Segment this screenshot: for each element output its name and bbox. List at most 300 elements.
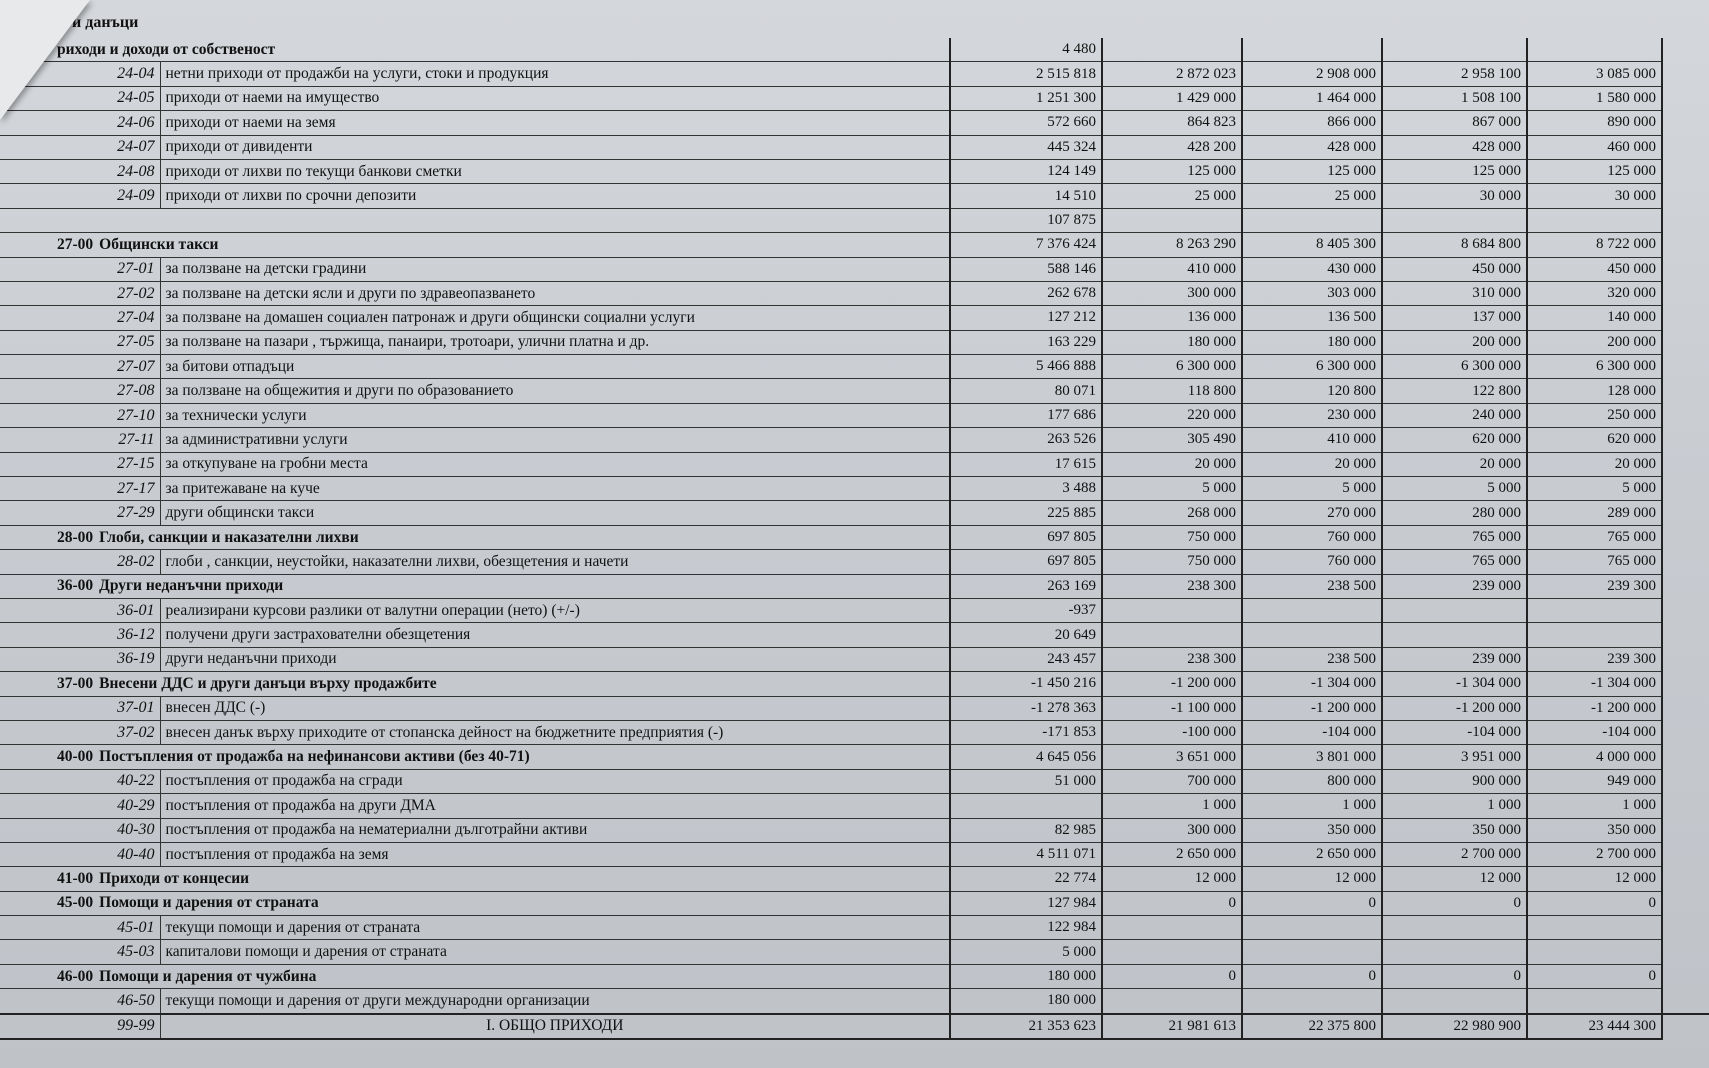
right-margin	[1662, 38, 1709, 62]
right-margin	[1662, 403, 1709, 427]
amount-cell: 765 000	[1382, 525, 1527, 549]
right-margin	[1662, 794, 1709, 818]
amount-cell: 238 500	[1242, 647, 1382, 671]
amount-cell: 270 000	[1242, 501, 1382, 525]
table-row	[0, 428, 1709, 452]
amount-cell: 2 908 000	[1242, 62, 1382, 86]
amount-cell: 21 353 623	[950, 1014, 1102, 1039]
amount-cell: 289 000	[1527, 501, 1662, 525]
item-code: 45-03	[52, 940, 160, 964]
right-margin	[1662, 745, 1709, 769]
right-margin	[1662, 964, 1709, 988]
item-label: за технически услуги	[160, 403, 950, 427]
item-label: внесен ДДС (-)	[160, 696, 950, 720]
amount-cell: 0	[1242, 964, 1382, 988]
right-margin	[1662, 623, 1709, 647]
amount-cell: 5 000	[950, 940, 1102, 964]
amount-cell: 238 500	[1242, 574, 1382, 598]
amount-cell: 125 000	[1242, 159, 1382, 183]
amount-cell: 697 805	[950, 550, 1102, 574]
amount-cell: 12 000	[1102, 867, 1242, 891]
item-label: за ползване на детски градини	[160, 257, 950, 281]
row-edge	[0, 379, 52, 403]
item-label: глоби , санкции, неустойки, наказателни лихви, обезщетения и начети	[160, 550, 950, 574]
amount-cell: 6 300 000	[1382, 355, 1527, 379]
group-label	[52, 233, 950, 257]
amount-cell: 5 000	[1242, 477, 1382, 501]
amount-cell: 22 774	[950, 867, 1102, 891]
page-fold	[0, 0, 90, 120]
item-code: 45-01	[52, 916, 160, 940]
amount-cell: 4 480	[950, 38, 1102, 62]
group-label	[52, 672, 950, 696]
amount-cell: 20 000	[1527, 452, 1662, 476]
item-label: приходи от наеми на земя	[160, 111, 950, 135]
item-code: 27-05	[52, 330, 160, 354]
amount-cell: 12 000	[1242, 867, 1382, 891]
table-row	[0, 794, 1709, 818]
amount-cell: 20 649	[950, 623, 1102, 647]
table-row	[0, 257, 1709, 281]
table-row	[0, 720, 1709, 744]
amount-cell: 25 000	[1102, 184, 1242, 208]
amount-cell: -1 304 000	[1527, 672, 1662, 696]
amount-cell: 7 376 424	[950, 233, 1102, 257]
item-code: 36-19	[52, 647, 160, 671]
amount-cell: 238 300	[1102, 647, 1242, 671]
amount-cell: 350 000	[1527, 818, 1662, 842]
amount-cell	[950, 794, 1102, 818]
amount-cell: 6 300 000	[1527, 355, 1662, 379]
amount-cell: 225 885	[950, 501, 1102, 525]
amount-cell	[1242, 623, 1382, 647]
amount-cell: 12 000	[1527, 867, 1662, 891]
amount-cell: 3 801 000	[1242, 745, 1382, 769]
item-code: 40-29	[52, 794, 160, 818]
row-edge	[0, 184, 52, 208]
table-row	[0, 452, 1709, 476]
right-margin	[1662, 330, 1709, 354]
amount-cell	[1242, 916, 1382, 940]
row-edge	[0, 916, 52, 940]
right-margin	[1662, 62, 1709, 86]
amount-cell: 800 000	[1242, 769, 1382, 793]
right-margin	[1662, 940, 1709, 964]
row-edge	[0, 501, 52, 525]
amount-cell: 303 000	[1242, 281, 1382, 305]
table-row	[0, 306, 1709, 330]
item-code: 27-11	[52, 428, 160, 452]
amount-cell: 280 000	[1382, 501, 1527, 525]
item-code: 40-22	[52, 769, 160, 793]
amount-cell: 239 300	[1527, 647, 1662, 671]
row-edge	[0, 233, 52, 257]
row-edge	[0, 672, 52, 696]
amount-cell: 2 872 023	[1102, 62, 1242, 86]
right-margin	[1662, 720, 1709, 744]
amount-cell: -1 278 363	[950, 696, 1102, 720]
right-margin	[1662, 111, 1709, 135]
group-row	[0, 891, 1709, 915]
amount-cell: 136 000	[1102, 306, 1242, 330]
amount-cell	[1382, 916, 1527, 940]
item-label: постъпления от продажба на земя	[160, 842, 950, 866]
row-edge	[0, 159, 52, 183]
right-margin	[1662, 842, 1709, 866]
amount-cell: 239 000	[1382, 574, 1527, 598]
item-label: за ползване на общежития и други по образованието	[160, 379, 950, 403]
table-row	[0, 403, 1709, 427]
item-code: 27-15	[52, 452, 160, 476]
amount-cell: 1 464 000	[1242, 86, 1382, 110]
amount-cell: 262 678	[950, 281, 1102, 305]
item-label: текущи помощи и дарения от страната	[160, 916, 950, 940]
amount-cell: 120 800	[1242, 379, 1382, 403]
amount-cell: -1 200 000	[1382, 696, 1527, 720]
row-edge	[0, 940, 52, 964]
amount-cell: 428 000	[1382, 135, 1527, 159]
group-row	[0, 525, 1709, 549]
amount-cell	[1382, 623, 1527, 647]
amount-cell: -1 200 000	[1527, 696, 1662, 720]
amount-cell: 243 457	[950, 647, 1102, 671]
item-label: за ползване на пазари , тържища, панаири, тротоари, улични платна и др.	[160, 330, 950, 354]
amount-cell: 268 000	[1102, 501, 1242, 525]
table-row	[0, 818, 1709, 842]
amount-cell: 250 000	[1527, 403, 1662, 427]
amount-cell	[1242, 38, 1382, 62]
amount-cell: 760 000	[1242, 525, 1382, 549]
right-margin	[1662, 989, 1709, 1014]
table-row	[0, 62, 1709, 86]
item-code: 37-01	[52, 696, 160, 720]
amount-cell: 127 212	[950, 306, 1102, 330]
amount-cell: 125 000	[1382, 159, 1527, 183]
row-edge	[0, 208, 52, 232]
amount-cell: 180 000	[1102, 330, 1242, 354]
amount-cell: 890 000	[1527, 111, 1662, 135]
amount-cell: 2 515 818	[950, 62, 1102, 86]
item-code: 24-04	[52, 62, 160, 86]
amount-cell: 140 000	[1527, 306, 1662, 330]
right-margin	[1662, 208, 1709, 232]
amount-cell: -104 000	[1527, 720, 1662, 744]
amount-cell: 760 000	[1242, 550, 1382, 574]
row-edge	[0, 452, 52, 476]
amount-cell	[1242, 940, 1382, 964]
row-edge	[0, 135, 52, 159]
amount-cell: 118 800	[1102, 379, 1242, 403]
group-title: риходи и доходи от собственост	[57, 40, 276, 58]
amount-cell	[1242, 989, 1382, 1014]
amount-cell: 80 071	[950, 379, 1102, 403]
item-label: постъпления от продажба на сгради	[160, 769, 950, 793]
amount-cell: 22 980 900	[1382, 1014, 1527, 1039]
amount-cell: -1 304 000	[1382, 672, 1527, 696]
group-label	[52, 574, 950, 598]
right-margin	[1662, 477, 1709, 501]
table-row	[0, 598, 1709, 622]
amount-cell: 4 511 071	[950, 842, 1102, 866]
table-row	[0, 111, 1709, 135]
row-edge	[0, 257, 52, 281]
amount-cell: 588 146	[950, 257, 1102, 281]
row-edge	[0, 623, 52, 647]
amount-cell: 4 645 056	[950, 745, 1102, 769]
row-edge	[0, 720, 52, 744]
amount-cell: 866 000	[1242, 111, 1382, 135]
amount-cell: -1 450 216	[950, 672, 1102, 696]
item-label: за административни услуги	[160, 428, 950, 452]
amount-cell: -104 000	[1382, 720, 1527, 744]
row-edge	[0, 574, 52, 598]
amount-cell: -1 304 000	[1242, 672, 1382, 696]
amount-cell: 22 375 800	[1242, 1014, 1382, 1039]
amount-cell: 122 800	[1382, 379, 1527, 403]
amount-cell	[1102, 38, 1242, 62]
amount-cell	[1102, 598, 1242, 622]
amount-cell: 867 000	[1382, 111, 1527, 135]
right-margin	[1662, 306, 1709, 330]
amount-cell	[1382, 38, 1527, 62]
right-margin	[1662, 281, 1709, 305]
amount-cell: 25 000	[1242, 184, 1382, 208]
amount-cell: 1 000	[1242, 794, 1382, 818]
amount-cell: 620 000	[1527, 428, 1662, 452]
amount-cell: 4 000 000	[1527, 745, 1662, 769]
amount-cell: 765 000	[1527, 525, 1662, 549]
amount-cell: 1 000	[1527, 794, 1662, 818]
item-code: 99-99	[52, 1014, 160, 1039]
right-margin	[1662, 867, 1709, 891]
amount-cell: -1 200 000	[1102, 672, 1242, 696]
right-margin	[1662, 501, 1709, 525]
amount-cell: 2 958 100	[1382, 62, 1527, 86]
table-row	[0, 135, 1709, 159]
table-row	[0, 696, 1709, 720]
right-margin	[1662, 916, 1709, 940]
group-code: 28-00	[57, 528, 94, 546]
row-edge	[0, 964, 52, 988]
table-row	[0, 989, 1709, 1014]
amount-cell: 8 263 290	[1102, 233, 1242, 257]
amount-cell: 125 000	[1527, 159, 1662, 183]
amount-cell: 1 508 100	[1382, 86, 1527, 110]
amount-cell: -104 000	[1242, 720, 1382, 744]
right-margin	[1662, 379, 1709, 403]
table-row	[0, 769, 1709, 793]
amount-cell	[1102, 940, 1242, 964]
table-row	[0, 623, 1709, 647]
amount-cell: 750 000	[1102, 550, 1242, 574]
table-row	[0, 184, 1709, 208]
row-edge	[0, 598, 52, 622]
right-margin	[1662, 184, 1709, 208]
amount-cell	[1382, 989, 1527, 1014]
group-label	[52, 208, 950, 232]
table-row	[0, 477, 1709, 501]
amount-cell: 230 000	[1242, 403, 1382, 427]
group-code: 27-00	[57, 235, 94, 253]
amount-cell: 350 000	[1382, 818, 1527, 842]
amount-cell: 240 000	[1382, 403, 1527, 427]
group-code: 36-00	[57, 577, 94, 595]
item-label: внесен данък върху приходите от стопанска дейност на бюджетните предприятия (-)	[160, 720, 950, 744]
group-label	[52, 891, 950, 915]
row-edge	[0, 696, 52, 720]
amount-cell: 0	[1102, 964, 1242, 988]
amount-cell: 430 000	[1242, 257, 1382, 281]
group-row	[0, 964, 1709, 988]
amount-cell: 750 000	[1102, 525, 1242, 549]
amount-cell: 14 510	[950, 184, 1102, 208]
item-label: постъпления от продажба на други ДМА	[160, 794, 950, 818]
amount-cell: 200 000	[1382, 330, 1527, 354]
amount-cell: 8 722 000	[1527, 233, 1662, 257]
row-edge	[0, 306, 52, 330]
item-code: 27-02	[52, 281, 160, 305]
amount-cell: 700 000	[1102, 769, 1242, 793]
item-label: нетни приходи от продажби на услуги, стоки и продукция	[160, 62, 950, 86]
amount-cell	[1382, 940, 1527, 964]
amount-cell: 8 684 800	[1382, 233, 1527, 257]
amount-cell: 238 300	[1102, 574, 1242, 598]
amount-cell	[1242, 598, 1382, 622]
right-margin	[1662, 598, 1709, 622]
amount-cell: 620 000	[1382, 428, 1527, 452]
amount-cell: 320 000	[1527, 281, 1662, 305]
total-row	[0, 1014, 1709, 1039]
amount-cell: 12 000	[1382, 867, 1527, 891]
amount-cell: -1 200 000	[1242, 696, 1382, 720]
amount-cell: 263 169	[950, 574, 1102, 598]
right-margin	[1662, 891, 1709, 915]
amount-cell: 445 324	[950, 135, 1102, 159]
amount-cell	[1102, 916, 1242, 940]
row-edge	[0, 281, 52, 305]
amount-cell: 0	[1382, 891, 1527, 915]
amount-cell: 450 000	[1527, 257, 1662, 281]
group-title: Други неданъчни приходи	[99, 577, 284, 595]
table-row	[0, 916, 1709, 940]
item-code: 37-02	[52, 720, 160, 744]
right-margin	[1662, 159, 1709, 183]
table-row	[0, 330, 1709, 354]
amount-cell: 900 000	[1382, 769, 1527, 793]
row-edge	[0, 745, 52, 769]
amount-cell: 5 000	[1102, 477, 1242, 501]
table-row	[0, 842, 1709, 866]
right-margin	[1662, 574, 1709, 598]
amount-cell: 305 490	[1102, 428, 1242, 452]
item-label: текущи помощи и дарения от други международни организации	[160, 989, 950, 1014]
amount-cell	[1102, 989, 1242, 1014]
amount-cell: 239 300	[1527, 574, 1662, 598]
group-label	[52, 525, 950, 549]
amount-cell: 864 823	[1102, 111, 1242, 135]
amount-cell: 30 000	[1382, 184, 1527, 208]
amount-cell: 107 875	[950, 208, 1102, 232]
amount-cell: 450 000	[1382, 257, 1527, 281]
amount-cell: 1 000	[1102, 794, 1242, 818]
amount-cell: 1 000	[1382, 794, 1527, 818]
amount-cell: 1 251 300	[950, 86, 1102, 110]
group-label	[52, 867, 950, 891]
amount-cell: 136 500	[1242, 306, 1382, 330]
group-label	[52, 964, 950, 988]
group-row	[0, 208, 1709, 232]
amount-cell: 765 000	[1382, 550, 1527, 574]
amount-cell: 697 805	[950, 525, 1102, 549]
total-label: I. ОБЩО ПРИХОДИ	[160, 1014, 950, 1039]
amount-cell: 124 149	[950, 159, 1102, 183]
item-code: 27-29	[52, 501, 160, 525]
table-row	[0, 159, 1709, 183]
amount-cell	[1527, 208, 1662, 232]
row-edge	[0, 867, 52, 891]
amount-cell: 1 580 000	[1527, 86, 1662, 110]
amount-cell: 125 000	[1102, 159, 1242, 183]
right-margin	[1662, 1014, 1709, 1039]
amount-cell: 200 000	[1527, 330, 1662, 354]
amount-cell: 8 405 300	[1242, 233, 1382, 257]
group-title: Внесени ДДС и други данъци върху продажбите	[99, 674, 437, 692]
amount-cell	[1242, 208, 1382, 232]
right-margin	[1662, 428, 1709, 452]
amount-cell: 0	[1527, 964, 1662, 988]
item-label: за откупуване на гробни места	[160, 452, 950, 476]
amount-cell: 2 650 000	[1102, 842, 1242, 866]
row-edge	[0, 403, 52, 427]
amount-cell: 51 000	[950, 769, 1102, 793]
amount-cell: 122 984	[950, 916, 1102, 940]
amount-cell: 20 000	[1102, 452, 1242, 476]
row-edge	[0, 525, 52, 549]
amount-cell: 137 000	[1382, 306, 1527, 330]
right-margin	[1662, 452, 1709, 476]
item-label: за ползване на домашен социален патронаж и други общински социални услуги	[160, 306, 950, 330]
amount-cell: 180 000	[950, 989, 1102, 1014]
amount-cell: -171 853	[950, 720, 1102, 744]
amount-cell: 0	[1382, 964, 1527, 988]
item-code: 24-05	[52, 86, 160, 110]
row-edge	[0, 647, 52, 671]
item-label: получени други застрахователни обезщетения	[160, 623, 950, 647]
group-title: Постъпления от продажба на нефинансови активи (без 40-71)	[99, 748, 530, 766]
group-code: 40-00	[57, 748, 94, 766]
item-label: приходи от лихви по срочни депозити	[160, 184, 950, 208]
right-margin	[1662, 257, 1709, 281]
row-edge	[0, 1014, 52, 1039]
amount-cell: 310 000	[1382, 281, 1527, 305]
row-edge	[0, 989, 52, 1014]
item-code: 36-12	[52, 623, 160, 647]
group-label	[52, 38, 950, 62]
item-label: приходи от наеми на имущество	[160, 86, 950, 110]
item-code: 27-04	[52, 306, 160, 330]
amount-cell: 2 700 000	[1527, 842, 1662, 866]
amount-cell	[1382, 598, 1527, 622]
amount-cell	[1527, 916, 1662, 940]
amount-cell: 21 981 613	[1102, 1014, 1242, 1039]
item-label: за притежаване на куче	[160, 477, 950, 501]
amount-cell: 460 000	[1527, 135, 1662, 159]
group-code: 45-00	[57, 894, 94, 912]
table-row	[0, 355, 1709, 379]
amount-cell: 2 650 000	[1242, 842, 1382, 866]
row-edge	[0, 355, 52, 379]
item-code: 27-17	[52, 477, 160, 501]
